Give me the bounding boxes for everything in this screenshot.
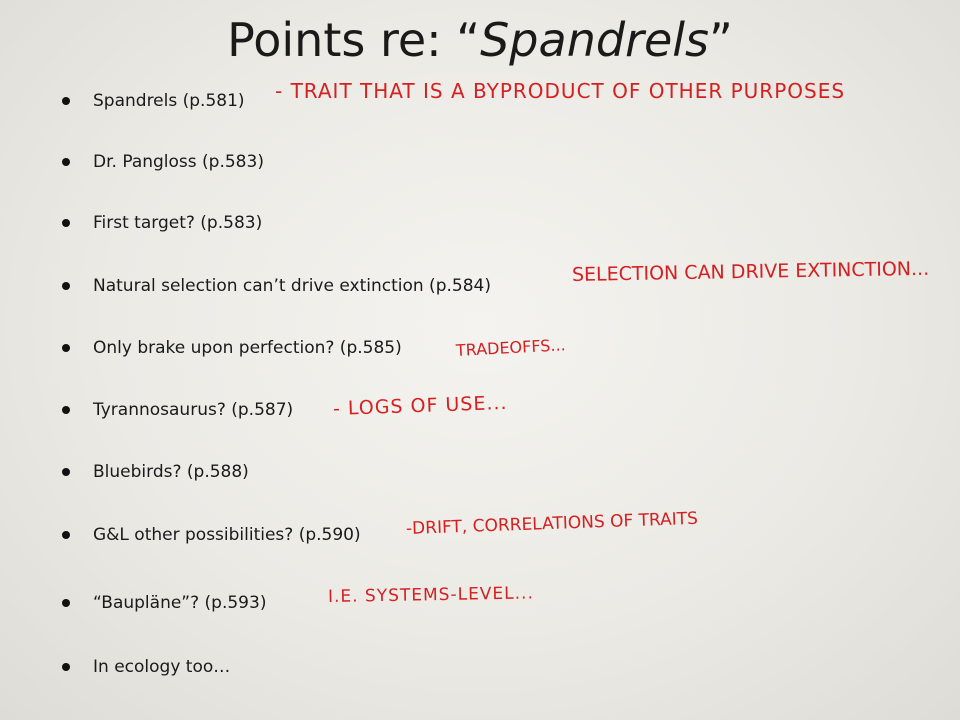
handwritten-note-extinction: SELECTION CAN DRIVE EXTINCTION... — [571, 257, 930, 286]
bullet-dot-icon — [62, 468, 70, 476]
bullet-dot-icon — [62, 531, 70, 539]
bullet-dot-icon — [62, 344, 70, 352]
handwritten-note-systems-level: I.E. SYSTEMS-LEVEL... — [327, 583, 535, 607]
bullet-item — [62, 208, 262, 238]
bullet-dot-icon — [62, 406, 70, 414]
bullet-item — [62, 86, 245, 116]
bullet-text: Spandrels (p.581) — [93, 91, 245, 111]
bullet-dot-icon — [62, 663, 70, 671]
bullet-dot-icon — [62, 219, 70, 227]
bullet-text: In ecology too… — [93, 657, 231, 677]
title-suffix: ” — [709, 13, 733, 67]
bullet-item — [62, 457, 249, 487]
handwritten-note-drift: -DRIFT, CORRELATIONS OF TRAITS — [405, 508, 699, 539]
bullet-text: First target? (p.583) — [93, 213, 263, 233]
bullet-dot-icon — [62, 97, 70, 105]
bullet-text: Natural selection can’t drive extinction (p.584) — [93, 276, 491, 296]
bullet-text: “Baupläne”? (p.593) — [93, 593, 267, 613]
bullet-dot-icon — [62, 158, 70, 166]
title-prefix: Points re: “ — [227, 13, 481, 67]
bullet-text: Bluebirds? (p.588) — [93, 462, 249, 482]
bullet-text: Dr. Pangloss (p.583) — [93, 152, 264, 172]
slide-title — [0, 8, 960, 72]
bullet-item — [62, 395, 293, 425]
bullet-item — [62, 271, 491, 301]
bullet-dot-icon — [62, 599, 70, 607]
bullet-item — [62, 147, 264, 177]
bullet-text: Tyrannosaurus? (p.587) — [93, 400, 294, 420]
handwritten-note-tradeoffs: TRADEOFFS... — [455, 335, 567, 360]
title-emphasis: Spandrels — [480, 13, 710, 67]
bullet-dot-icon — [62, 282, 70, 290]
handwritten-note-logs-of-use: - LOGS OF USE... — [332, 391, 508, 420]
bullet-item — [62, 520, 361, 550]
bullet-item — [62, 588, 266, 618]
bullet-item — [62, 652, 230, 682]
bullet-text: G&L other possibilities? (p.590) — [93, 525, 361, 545]
bullet-text: Only brake upon perfection? (p.585) — [93, 338, 402, 358]
bullet-item — [62, 333, 402, 363]
handwritten-note-byproduct: - TRAIT THAT IS A BYPRODUCT OF OTHER PURPOSES — [275, 79, 846, 103]
